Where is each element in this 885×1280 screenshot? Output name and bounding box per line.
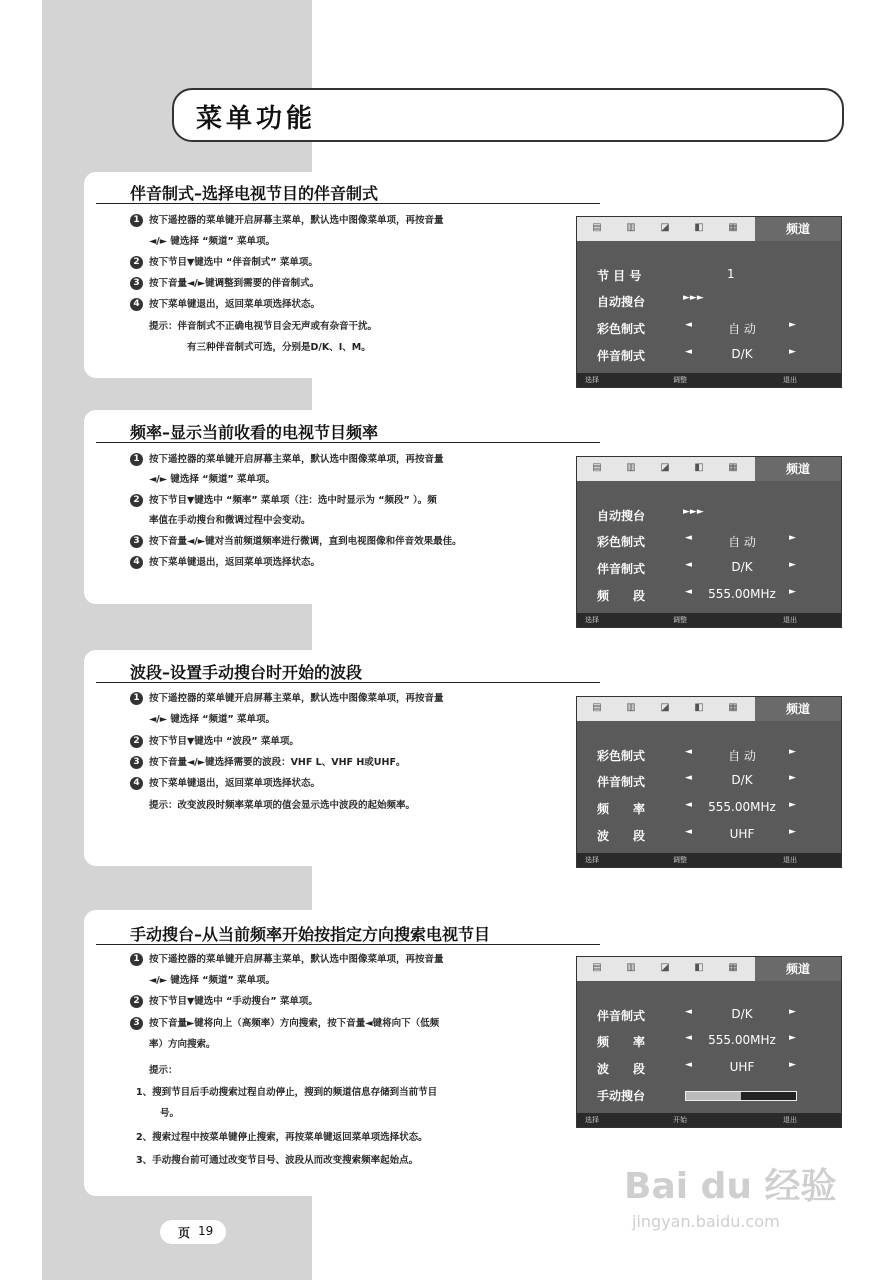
step-number-2: 2 (130, 256, 143, 269)
osd-row: 彩色制式 ◄ 自 动 ► (597, 320, 796, 336)
osd-row: 自动搜台 ►►► (597, 507, 704, 523)
function-icon: ◪ (660, 222, 670, 233)
tip-1: 提示：伴音制式不正确电视节目会无声或有杂音干扰。 (149, 321, 378, 332)
osd-row: 彩色制式 ◄ 自 动 ► (597, 747, 796, 763)
osd-tab-channel: 频道 (755, 457, 841, 481)
osd-row: 频 率 ◄ 555.00MHz ► (597, 1033, 796, 1049)
page-title: 菜单功能 (196, 104, 317, 134)
tip-4-heading: 提示： (149, 1065, 178, 1076)
timer-icon: ◧ (694, 222, 704, 233)
osd-row: 波 段 ◄ UHF ► (597, 1060, 796, 1076)
section-title-3: 波段–设置手动搜台时开始的波段 (130, 663, 363, 682)
watermark-brand: Bai du 经验 (624, 1166, 837, 1207)
section-rule-1 (96, 203, 600, 204)
osd-tab-channel: 频道 (755, 697, 841, 721)
step-4-1-cont: ◄/► 键选择 “频道” 菜单项。 (149, 975, 275, 986)
step-2-2: 2 按下节目▼键选中 “频率” 菜单项（注：选中时显示为 “频段” ）。频 (130, 494, 437, 507)
page-number: 19 (198, 1224, 214, 1238)
step-4-3-cont: 率）方向搜索。 (149, 1039, 216, 1050)
osd-menu-1 (576, 216, 842, 388)
step-number-2: 2 (130, 995, 143, 1008)
step-number-4: 4 (130, 298, 143, 311)
osd-row: 波 段 ◄ UHF ► (597, 827, 796, 843)
osd-row: 伴音制式 ◄ D/K ► (597, 560, 796, 576)
watermark-url: jingyan.baidu.com (632, 1212, 780, 1231)
setup-icon: ▦ (728, 222, 738, 233)
osd-tab-channel: 频道 (755, 217, 841, 241)
tip-4-1: 1、搜到节目后手动搜索过程自动停止，搜到的频道信息存储到当前节目 (136, 1087, 438, 1098)
section-title-1: 伴音制式–选择电视节目的伴音制式 (130, 184, 379, 203)
osd-footer: 选择 开始 退出 (577, 1113, 841, 1127)
step-2-2-cont: 率值在手动搜台和微调过程中会变动。 (149, 515, 311, 526)
osd-icon-bar (577, 217, 841, 241)
step-number-3: 3 (130, 535, 143, 548)
osd-row: 频 段 ◄ 555.00MHz ► (597, 587, 796, 603)
tip-4-3: 3、手动搜台前可通过改变节目号、波段从而改变搜索频率起始点。 (136, 1155, 419, 1166)
section-title-4: 手动搜台–从当前频率开始按指定方向搜索电视节目 (130, 925, 491, 944)
section-title-2: 频率–显示当前收看的电视节目频率 (130, 423, 379, 442)
setup-icon: ▦ (728, 962, 738, 973)
osd-row: 频 率 ◄ 555.00MHz ► (597, 800, 796, 816)
step-3-2: 2 按下节目▼键选中 “波段” 菜单项。 (130, 735, 299, 748)
sound-icon: ▥ (626, 962, 636, 973)
tip-4-2: 2、搜索过程中按菜单键停止搜索，再按菜单键返回菜单项选择状态。 (136, 1132, 428, 1143)
function-icon: ◪ (660, 962, 670, 973)
step-number-1: 1 (130, 453, 143, 466)
page-number-pill (160, 1220, 226, 1244)
step-1-2: 2 按下节目▼键选中 “伴音制式” 菜单项。 (130, 256, 318, 269)
osd-row: 伴音制式 ◄ D/K ► (597, 347, 796, 363)
osd-footer: 选择 调整 退出 (577, 613, 841, 627)
step-number-3: 3 (130, 277, 143, 290)
step-number-4: 4 (130, 777, 143, 790)
osd-tab-channel: 频道 (755, 957, 841, 981)
step-2-1-cont: ◄/► 键选择 “频道” 菜单项。 (149, 474, 275, 485)
page-label: 页 (178, 1226, 191, 1240)
osd-icon-bar (577, 457, 841, 481)
sound-icon: ▥ (626, 462, 636, 473)
setup-icon: ▦ (728, 702, 738, 713)
step-number-1: 1 (130, 953, 143, 966)
picture-icon: ▤ (592, 222, 602, 233)
osd-row: 自动搜台 ►►► (597, 293, 704, 309)
step-3-3: 3 按下音量◄/►键选择需要的波段：VHF L、VHF H或UHF。 (130, 756, 405, 769)
osd-row: 伴音制式 ◄ D/K ► (597, 1007, 796, 1023)
step-4-2: 2 按下节目▼键选中 “手动搜台” 菜单项。 (130, 995, 318, 1008)
tip-1-cont: 有三种伴音制式可选，分别是D/K、I、M。 (187, 342, 371, 353)
tip-4-1-cont: 号。 (160, 1108, 180, 1119)
osd-footer: 选择 调整 退出 (577, 373, 841, 387)
step-1-1-cont: ◄/► 键选择 “频道” 菜单项。 (149, 236, 275, 247)
step-2-4: 4 按下菜单键退出，返回菜单项选择状态。 (130, 556, 320, 569)
osd-row: 手动搜台 (597, 1087, 827, 1105)
osd-icon-bar (577, 957, 841, 981)
step-4-3: 3 按下音量►键将向上（高频率）方向搜索，按下音量◄键将向下（低频 (130, 1017, 439, 1030)
step-1-3: 3 按下音量◄/►键调整到需要的伴音制式。 (130, 277, 319, 290)
step-2-3: 3 按下音量◄/►键对当前频道频率进行微调，直到电视图像和伴音效果最佳。 (130, 535, 462, 548)
function-icon: ◪ (660, 462, 670, 473)
osd-footer: 选择 调整 退出 (577, 853, 841, 867)
timer-icon: ◧ (694, 962, 704, 973)
osd-icon-bar (577, 697, 841, 721)
step-number-1: 1 (130, 214, 143, 227)
step-3-4: 4 按下菜单键退出，返回菜单项选择状态。 (130, 777, 320, 790)
function-icon: ◪ (660, 702, 670, 713)
step-3-1: 1 按下遥控器的菜单键开启屏幕主菜单，默认选中图像菜单项，再按音量 (130, 692, 444, 705)
step-3-1-cont: ◄/► 键选择 “频道” 菜单项。 (149, 714, 275, 725)
section-rule-4 (96, 944, 600, 945)
section-rule-3 (96, 682, 600, 683)
step-number-1: 1 (130, 692, 143, 705)
osd-menu-4 (576, 956, 842, 1128)
picture-icon: ▤ (592, 702, 602, 713)
step-4-1: 1 按下遥控器的菜单键开启屏幕主菜单，默认选中图像菜单项，再按音量 (130, 953, 444, 966)
timer-icon: ◧ (694, 702, 704, 713)
picture-icon: ▤ (592, 962, 602, 973)
setup-icon: ▦ (728, 462, 738, 473)
step-2-1: 1 按下遥控器的菜单键开启屏幕主菜单，默认选中图像菜单项，再按音量 (130, 453, 444, 466)
step-1-4: 4 按下菜单键退出，返回菜单项选择状态。 (130, 298, 320, 311)
section-rule-2 (96, 442, 600, 443)
search-progress-fill (686, 1092, 741, 1100)
sound-icon: ▥ (626, 222, 636, 233)
osd-row: 节 目 号 1 (597, 267, 735, 283)
picture-icon: ▤ (592, 462, 602, 473)
timer-icon: ◧ (694, 462, 704, 473)
step-number-2: 2 (130, 735, 143, 748)
osd-menu-2 (576, 456, 842, 628)
step-number-3: 3 (130, 1017, 143, 1030)
step-number-2: 2 (130, 494, 143, 507)
step-1-1: 1 按下遥控器的菜单键开启屏幕主菜单，默认选中图像菜单项，再按音量 (130, 214, 444, 227)
step-number-4: 4 (130, 556, 143, 569)
osd-row: 彩色制式 ◄ 自 动 ► (597, 533, 796, 549)
search-progress-bar (685, 1091, 797, 1101)
tip-3: 提示：改变波段时频率菜单项的值会显示选中波段的起始频率。 (149, 800, 416, 811)
step-number-3: 3 (130, 756, 143, 769)
osd-row: 伴音制式 ◄ D/K ► (597, 773, 796, 789)
title-banner (172, 88, 844, 142)
osd-menu-3 (576, 696, 842, 868)
sound-icon: ▥ (626, 702, 636, 713)
